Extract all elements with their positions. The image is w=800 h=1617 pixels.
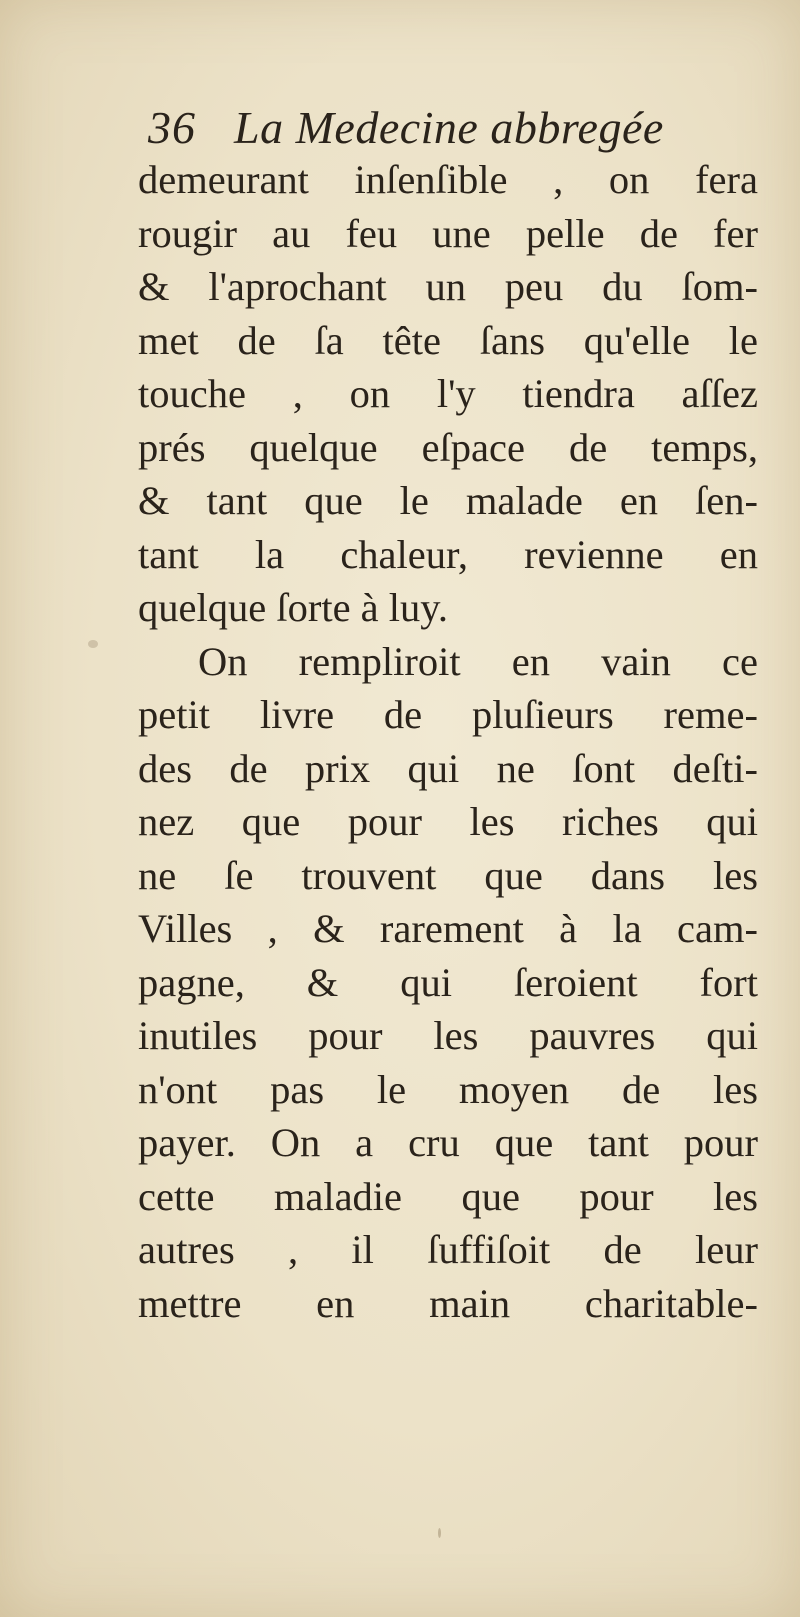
text-line: rougir au feu une pelle de fer — [138, 210, 758, 256]
running-title: La Medecine abbregée — [234, 102, 664, 153]
paragraph-first-line: On rempliroit en vain ce — [198, 638, 758, 684]
text-line: ne ſe trouvent que dans les — [138, 852, 758, 898]
text-line: tant la chaleur, revienne en — [138, 531, 758, 577]
ink-speck — [88, 640, 98, 648]
text-line: inutiles pour les pauvres qui — [138, 1013, 758, 1058]
text-line: prés quelque eſpace de temps, — [138, 424, 758, 470]
text-line: cette maladie que pour les — [138, 1173, 758, 1219]
text-line: petit livre de pluſieurs reme- — [138, 692, 758, 737]
text-line: & l'aprochant un peu du ſom- — [138, 264, 758, 309]
text-line: & tant que le malade en ſen- — [138, 478, 758, 523]
page-header — [148, 98, 748, 158]
text-line: met de ſa tête ſans qu'elle le — [138, 317, 758, 363]
text-line: touche , on l'y tiendra aſſez — [138, 371, 758, 416]
text-line: quelque ſorte à luy. — [138, 585, 449, 630]
text-line: Villes , & rarement à la cam- — [138, 906, 758, 951]
text-line: nez que pour les riches qui — [138, 799, 758, 844]
text-line: autres , il ſuffiſoit de leur — [138, 1227, 758, 1272]
text-line: des de prix qui ne ſont deſti- — [138, 745, 758, 791]
text-line: payer. On a cru que tant pour — [138, 1120, 758, 1165]
page-number: 36 — [148, 102, 196, 153]
paper-mark — [438, 1528, 441, 1538]
text-line: pagne, & qui ſeroient fort — [138, 959, 758, 1005]
text-line: n'ont pas le moyen de les — [138, 1066, 758, 1112]
text-line: mettre en main charitable- — [138, 1280, 758, 1326]
text-line: demeurant inſenſible , on fera — [138, 157, 758, 202]
body-text — [138, 153, 758, 1330]
